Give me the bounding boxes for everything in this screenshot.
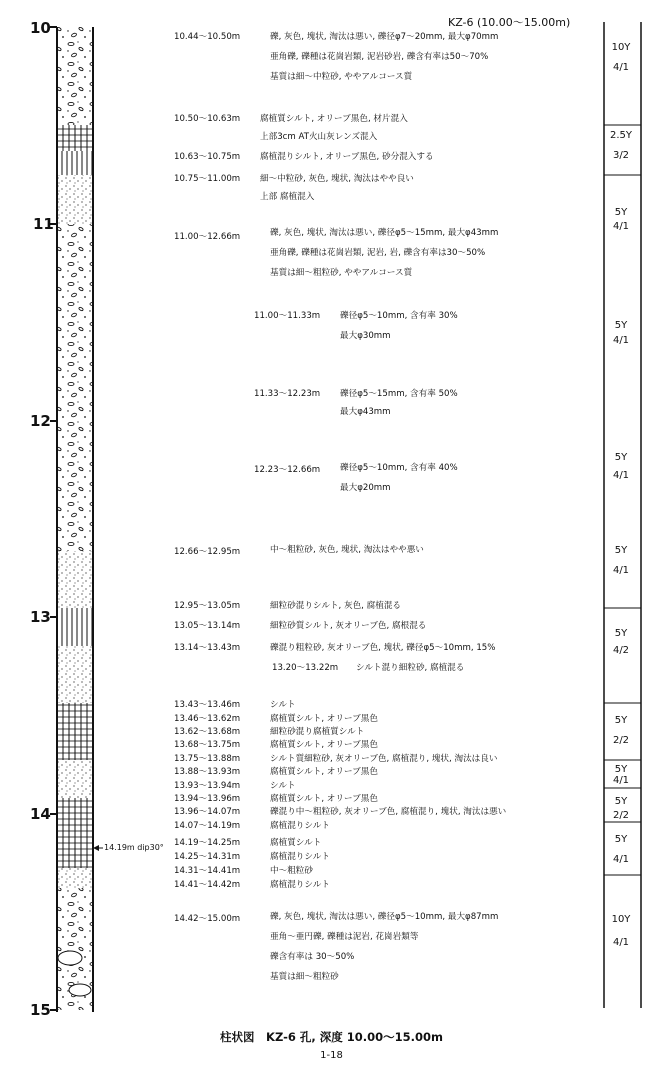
layer-desc: 最大φ20mm [340, 483, 391, 493]
layer-range: 13.68～13.75m [174, 740, 241, 750]
layer-desc: 腐植質シルト, オリーブ黒色, 材片混入 [260, 114, 408, 124]
layer-desc: 礫混り粗粒砂, 灰オリーブ色, 塊状, 礫径φ5～10mm, 15% [270, 643, 496, 653]
munsell-hue: 5Y [614, 834, 628, 845]
layer-desc: 礫径φ5～10mm, 含有率 30% [340, 311, 458, 321]
layer-desc: 中～粗粒砂, 灰色, 塊状, 淘汰はやや悪い [270, 545, 424, 555]
depth-label-10: 10 [30, 19, 51, 37]
layer-desc: 礫含有率は 30～50% [270, 952, 355, 962]
layer-desc: 腐植質シルト, オリーブ黒色 [270, 767, 378, 777]
layer-desc: 礫混り中～粗粒砂, 灰オリーブ色, 腐植混り, 塊状, 淘汰は悪い [270, 807, 507, 817]
depth-label-12: 12 [30, 412, 51, 430]
layer-desc: 亜角礫, 礫種は花崗岩類, 泥岩砂岩, 礫含有率は50～70% [270, 52, 489, 62]
layer-desc: 腐植質シルト [270, 838, 322, 848]
layer-desc: 上部3cm AT火山灰レンズ混入 [260, 132, 378, 142]
layer-desc: 亜角～亜円礫, 礫種は泥岩, 花崗岩類等 [270, 932, 419, 942]
layer-desc: 最大φ30mm [340, 331, 391, 341]
layer-range: 13.75～13.88m [174, 754, 241, 764]
munsell-value: 4/1 [612, 470, 630, 481]
layer-range: 14.19～14.25m [174, 838, 241, 848]
layer-desc: 基質は細～中粒砂, ややアルコース質 [270, 72, 413, 82]
munsell-value: 4/1 [612, 775, 630, 786]
munsell-hue: 5Y [614, 320, 628, 331]
layer-range: 13.20～13.22m [272, 663, 339, 673]
layer-desc: 礫径φ5～10mm, 含有率 40% [340, 463, 458, 473]
munsell-value: 4/1 [612, 62, 630, 73]
layer-desc: 細粒砂質シルト, 灰オリーブ色, 腐根混る [270, 621, 427, 631]
figure-caption: 柱状図 KZ-6 孔, 深度 10.00～15.00m [220, 1030, 443, 1044]
layer-range: 12.23～12.66m [254, 465, 321, 475]
layer-range: 13.88～13.93m [174, 767, 241, 777]
munsell-hue: 5Y [614, 628, 628, 639]
munsell-value: 2/2 [612, 810, 630, 821]
layer-range: 14.07～14.19m [174, 821, 241, 831]
layer-desc: シルト [270, 700, 296, 710]
dip-annotation: 14.19m dip30° [104, 843, 164, 852]
layer-desc: 腐植質シルト, オリーブ黒色 [270, 714, 378, 724]
munsell-hue: 5Y [614, 796, 628, 807]
munsell-value: 4/1 [612, 335, 630, 346]
munsell-value: 2/2 [612, 735, 630, 746]
depth-label-14: 14 [30, 805, 51, 823]
layer-desc: 細粒砂混りシルト, 灰色, 腐植混る [270, 601, 402, 611]
layer-desc: 中～粗粒砂 [270, 866, 313, 876]
layer-desc: 腐植混りシルト, オリーブ黒色, 砂分混入する [260, 152, 434, 162]
munsell-hue: 5Y [614, 715, 628, 726]
depth-label-15: 15 [30, 1001, 51, 1019]
layer-desc: 礫, 灰色, 塊状, 淘汰は悪い, 礫径φ5～15mm, 最大φ43mm [270, 228, 499, 238]
layer-range: 13.43～13.46m [174, 700, 241, 710]
layer-range: 11.33～12.23m [254, 389, 321, 399]
munsell-value: 4/1 [612, 565, 630, 576]
layer-range: 10.75～11.00m [174, 174, 241, 184]
layer-range: 13.14～13.43m [174, 643, 241, 653]
depth-label-13: 13 [30, 608, 51, 626]
layer-range: 14.42～15.00m [174, 914, 241, 924]
layer-range: 14.31～14.41m [174, 866, 241, 876]
layer-range: 10.63～10.75m [174, 152, 241, 162]
layer-desc: 腐植混りシルト [270, 821, 330, 831]
layer-range: 12.95～13.05m [174, 601, 241, 611]
munsell-value: 4/1 [612, 854, 630, 865]
munsell-hue: 5Y [614, 452, 628, 463]
layer-desc: 上部 腐植混入 [260, 192, 315, 202]
layer-desc: 最大φ43mm [340, 407, 391, 417]
munsell-value: 4/1 [612, 221, 630, 232]
layer-desc: 細粒砂混り腐植質シルト [270, 727, 365, 737]
layer-desc: シルト [270, 781, 296, 791]
page-number: 1-18 [320, 1050, 343, 1061]
layer-range: 10.50～10.63m [174, 114, 241, 124]
layer-range: 13.96～14.07m [174, 807, 241, 817]
layer-range: 10.44～10.50m [174, 32, 241, 42]
layer-desc: 細～中粒砂, 灰色, 塊状, 淘汰はやや良い [260, 174, 414, 184]
munsell-hue: 10Y [611, 914, 631, 925]
layer-range: 11.00～11.33m [254, 311, 321, 321]
layer-desc: 礫径φ5～15mm, 含有率 50% [340, 389, 458, 399]
layer-desc: 礫, 灰色, 塊状, 淘汰は悪い, 礫径φ7～20mm, 最大φ70mm [270, 32, 499, 42]
layer-desc: 亜角礫, 礫種は花崗岩類, 泥岩, 岩, 礫含有率は30～50% [270, 248, 486, 258]
munsell-hue: 5Y [614, 207, 628, 218]
layer-range: 13.46～13.62m [174, 714, 241, 724]
layer-desc: 腐植質シルト, オリーブ黒色 [270, 740, 378, 750]
layer-range: 14.25～14.31m [174, 852, 241, 862]
layer-range: 11.00～12.66m [174, 232, 241, 242]
layer-range: 13.62～13.68m [174, 727, 241, 737]
munsell-value: 3/2 [612, 150, 630, 161]
layer-desc: 腐植質シルト, オリーブ黒色 [270, 794, 378, 804]
layer-desc: 礫, 灰色, 塊状, 淘汰は悪い, 礫径φ5～10mm, 最大φ87mm [270, 912, 499, 922]
layer-desc: 腐植混りシルト [270, 852, 330, 862]
munsell-hue: 5Y [614, 764, 628, 775]
layer-range: 12.66～12.95m [174, 547, 241, 557]
munsell-hue: 2.5Y [609, 130, 632, 141]
munsell-value: 4/2 [612, 645, 630, 656]
log-header: KZ-6 (10.00～15.00m) [448, 16, 571, 29]
layer-desc: シルト混り細粒砂, 腐植混る [356, 663, 465, 673]
depth-label-11: 11 [33, 215, 54, 233]
munsell-hue: 5Y [614, 545, 628, 556]
layer-desc: 基質は細～粗粒砂, ややアルコース質 [270, 268, 413, 278]
layer-desc: シルト質細粒砂, 灰オリーブ色, 腐植混り, 塊状, 淘汰は良い [270, 754, 498, 764]
munsell-value: 4/1 [612, 937, 630, 948]
munsell-hue: 10Y [611, 42, 631, 53]
layer-range: 14.41～14.42m [174, 880, 241, 890]
layer-range: 13.94～13.96m [174, 794, 241, 804]
layer-desc: 基質は細～粗粒砂 [270, 972, 339, 982]
layer-range: 13.93～13.94m [174, 781, 241, 791]
layer-range: 13.05～13.14m [174, 621, 241, 631]
layer-desc: 腐植混りシルト [270, 880, 330, 890]
